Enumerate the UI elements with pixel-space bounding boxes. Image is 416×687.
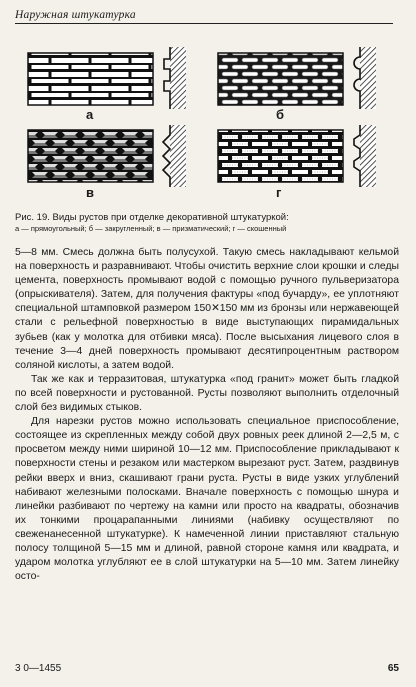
printer-signature: 3 0—1455 (15, 663, 62, 674)
paragraph: 5—8 мм. Смесь должна быть полусухой. Такую смесь накладывают кельмой на поверхность и разравнивают. Чтобы очистить верхние слои крошки и следы цемента, поверхность промывают водой с помощью ручного пульверизатора (опрыскивателя). Затем, для получения фактуры «под бучарду», ее уплотняют специальной штамповкой размером 150✕150 мм из бронзы или нержавеющей стали с рельефной поверхностью в виде выступающих пирамидальных зубьев (как у молотка для отбивки мяса). После высыхания лицевого слоя в течение 3—4 дней поверхность промывают десятипроцентным раствором соляной кислоты, а затем водой. (15, 247, 399, 371)
panel-b-wall (218, 53, 343, 105)
panel-label-v: в (86, 185, 94, 200)
paragraph: Так же как и терразитовая, штукатурка «под гранит» может быть гладкой по всей поверхности и рустованной. Русты позволяют выполнить отделочный слой без видимых стыков. (15, 373, 399, 414)
panel-g-wall (218, 130, 343, 182)
panel-label-a: а (86, 107, 94, 122)
panel-a-wall (28, 53, 153, 105)
panel-b-profile (354, 47, 376, 109)
figure-caption (15, 212, 399, 233)
panel-v-wall (28, 130, 153, 182)
caption-legend: а — прямоугольный; б — закругленный; в — призматический; г — скошенный (15, 224, 287, 233)
panel-v-profile (163, 125, 186, 187)
panel-g-profile (354, 125, 376, 187)
panel-a-profile (164, 47, 186, 109)
panel-label-b: б (276, 107, 285, 122)
running-header (15, 9, 393, 24)
panel-label-g: г (276, 185, 282, 200)
paragraph: Для нарезки рустов можно использовать специальное приспособление, состоящее из скрепленных между собой двух ровных реек длиной 2—2,5 м, с просветом между ними шириной 10—12 мм. Приспособление прикладывают к поверхности стены и резаком или мастерком вырезают руст. Затем, раздвинув рейки вверх и вниз, скашивают грани руста. Русты в виде узких углублений набивают железными полосками. Вначале поверхность с помощью шнура и линейки разбивают по чертежу на камни или просто на квадраты, обозначив их тонкими процарапанными линиями (набивку осуществляют по свеженанесенной штукатурке). К намеченной линии приставляют стальную полосу толщиной 5—15 мм и длиной, равной стороне камня или квадрата, и ударом молотка углубляют ее в слой штукатурки на 5—10 мм. Затем линейку осто- (15, 416, 399, 583)
figure-19 (20, 35, 400, 205)
caption-title: Рис. 19. Виды рустов при отделке декоративной штукатуркой: (15, 212, 289, 223)
page-number: 65 (387, 663, 399, 674)
body-text (15, 246, 399, 584)
running-title: Наружная штукатурка (15, 9, 136, 21)
figure-19-drawing (20, 35, 400, 205)
